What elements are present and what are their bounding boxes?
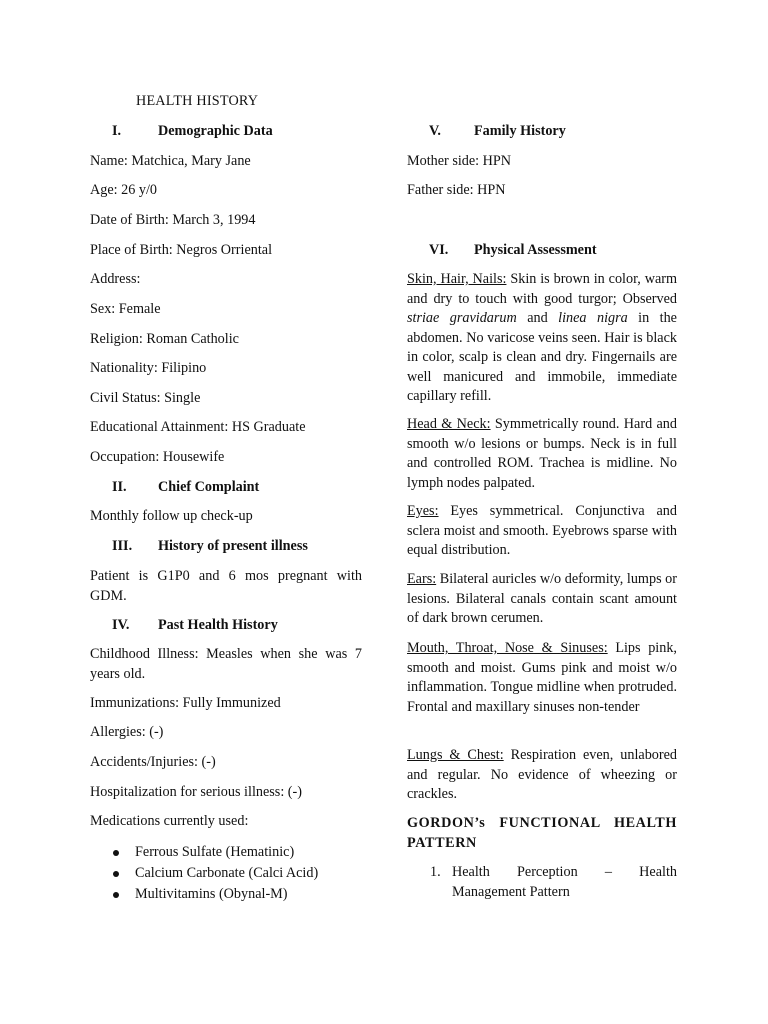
patient-sex: Sex: Female <box>90 301 161 317</box>
assessment-mouth: Mouth, Throat, Nose & Sinuses: Lips pink, smooth and moist. Gums pink and moist w/o inflammation. Tongue midline when protruded. Frontal and maxillary sinuses non-tender <box>407 640 677 715</box>
hospitalization: Hospitalization for serious illness: (-) <box>90 784 302 800</box>
list-number: 1. <box>430 864 441 880</box>
assessment-label: Ears: <box>407 571 437 587</box>
section-title: Past Health History <box>158 617 278 633</box>
childhood-illness: Childhood Illness: Measles when she was 7 years old. <box>90 646 362 682</box>
section-number: I. <box>112 123 122 139</box>
section-number: VI. <box>429 242 449 258</box>
section-title: History of present illness <box>158 538 308 554</box>
assessment-label: Eyes: <box>407 503 439 519</box>
medical-term: striae gravidarum <box>407 310 517 326</box>
patient-pob: Place of Birth: Negros Orriental <box>90 242 273 258</box>
medication-name: Calcium Carbonate (Calci Acid) <box>135 865 319 881</box>
assessment-head-neck: Head & Neck: Symmetrically round. Hard and smooth w/o lesions or bumps. Neck is in full and controlled ROM. Trachea is midline. No lymph nodes palpated. <box>407 416 677 491</box>
bullet-icon <box>113 871 119 877</box>
assessment-skin: Skin, Hair, Nails: Skin is brown in color, warm and dry to touch with good turgor; Observed striae gravidarum and linea nigra in the abdomen. No varicose veins seen. Hair is black in color, scalp is clean and dry. Fingernails are well manicured and immobile, immediate capillary refill. <box>407 271 677 404</box>
patient-occupation: Occupation: Housewife <box>90 449 225 465</box>
assessment-label: Head & Neck: <box>407 416 491 432</box>
document-title: HEALTH HISTORY <box>136 93 259 109</box>
patient-religion: Religion: Roman Catholic <box>90 331 239 347</box>
medication-name: Ferrous Sulfate (Hematinic) <box>135 844 295 860</box>
accidents-injuries: Accidents/Injuries: (-) <box>90 754 216 770</box>
allergies: Allergies: (-) <box>90 724 164 740</box>
list-item <box>90 843 362 864</box>
assessment-ears: Ears: Bilateral auricles w/o deformity, lumps or lesions. Bilateral canals contain scant amount of dark brown cerumen. <box>407 571 677 626</box>
medication-name: Multivitamins (Obynal-M) <box>135 886 288 902</box>
assessment-label: Lungs & Chest: <box>407 747 504 763</box>
patient-name: Name: Matchica, Mary Jane <box>90 153 251 169</box>
list-item <box>90 885 362 906</box>
patient-education: Educational Attainment: HS Graduate <box>90 419 306 435</box>
patient-civil-status: Civil Status: Single <box>90 390 201 406</box>
section-title: Demographic Data <box>158 123 273 139</box>
section-number: IV. <box>112 617 130 633</box>
assessment-label: Skin, Hair, Nails: <box>407 271 507 287</box>
bullet-icon <box>113 850 119 856</box>
section-number: II. <box>112 479 127 495</box>
assessment-eyes: Eyes: Eyes symmetrical. Conjunctiva and sclera moist and smooth. Eyebrows sparse with equal distribution. <box>407 503 677 558</box>
family-father-side: Father side: HPN <box>407 182 506 198</box>
patient-address: Address: <box>90 271 141 287</box>
present-illness-text: Patient is G1P0 and 6 mos pregnant with GDM. <box>90 568 362 604</box>
section-number: V. <box>429 123 441 139</box>
assessment-lungs: Lungs & Chest: Respiration even, unlabored and regular. No evidence of wheezing or crackles. <box>407 747 677 802</box>
family-mother-side: Mother side: HPN <box>407 153 512 169</box>
section-title: Family History <box>474 123 566 139</box>
immunizations: Immunizations: Fully Immunized <box>90 695 281 711</box>
assessment-label: Mouth, Throat, Nose & Sinuses: <box>407 640 608 656</box>
medications-list <box>90 843 362 906</box>
section-title: Physical Assessment <box>474 242 597 258</box>
patient-nationality: Nationality: Filipino <box>90 360 207 376</box>
medications-label: Medications currently used: <box>90 813 249 829</box>
list-item <box>90 864 362 885</box>
chief-complaint-text: Monthly follow up check-up <box>90 508 253 524</box>
section-number: III. <box>112 538 133 554</box>
medical-term: linea nigra <box>558 310 628 326</box>
list-text: Health Perception – Health Management Pattern <box>452 864 677 900</box>
patient-dob: Date of Birth: March 3, 1994 <box>90 212 256 228</box>
list-item <box>407 863 677 905</box>
section-title: Chief Complaint <box>158 479 260 495</box>
patient-age: Age: 26 y/0 <box>90 182 157 198</box>
bullet-icon <box>113 892 119 898</box>
gordon-heading: GORDON’s FUNCTIONAL HEALTH PATTERN <box>407 815 677 851</box>
